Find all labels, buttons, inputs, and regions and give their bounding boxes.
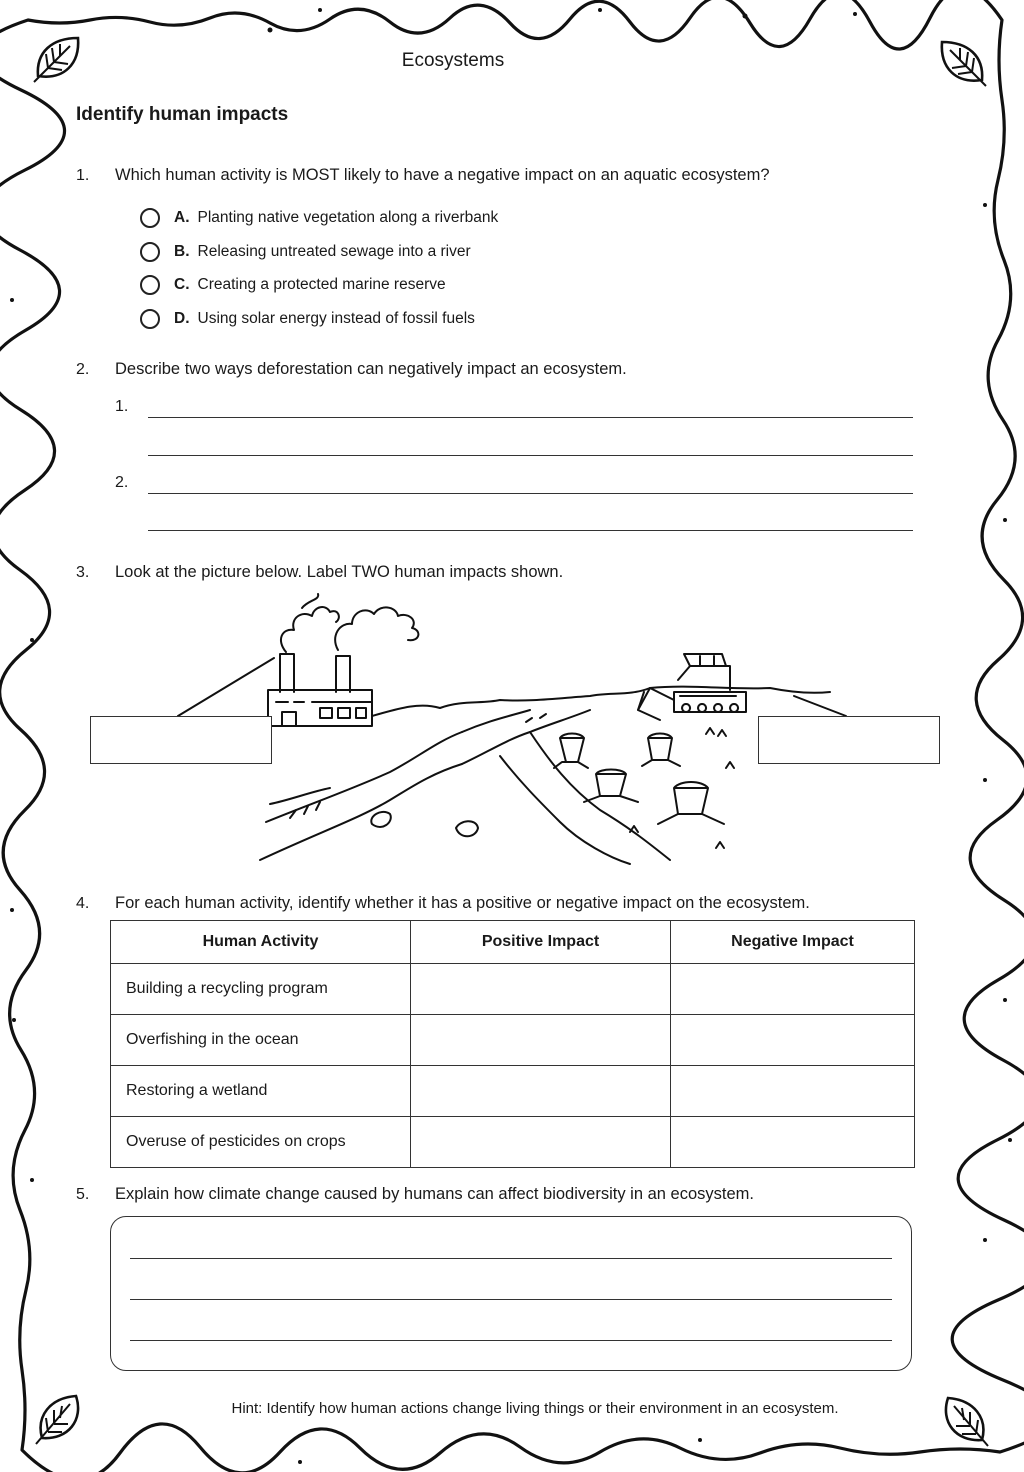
question-2-text: Describe two ways deforestation can negatively impact an ecosystem. bbox=[115, 360, 627, 378]
answer-box[interactable] bbox=[110, 1216, 912, 1371]
option-c[interactable] bbox=[140, 273, 446, 297]
option-text: Creating a protected marine reserve bbox=[197, 276, 446, 293]
question-5-number: 5. bbox=[76, 1186, 90, 1203]
answer-line[interactable] bbox=[148, 455, 913, 456]
positive-impact-cell[interactable] bbox=[411, 1015, 671, 1066]
section-heading: Identify human impacts bbox=[76, 104, 289, 125]
option-text: Using solar energy instead of fossil fuels bbox=[197, 310, 475, 327]
negative-impact-cell[interactable] bbox=[671, 1117, 915, 1168]
negative-impact-cell[interactable] bbox=[671, 1066, 915, 1117]
negative-impact-cell[interactable] bbox=[671, 964, 915, 1015]
label-box-right[interactable] bbox=[758, 716, 940, 764]
activity-cell: Building a recycling program bbox=[111, 964, 411, 1015]
radio-circle-icon[interactable] bbox=[140, 275, 160, 295]
question-4-number: 4. bbox=[76, 895, 90, 912]
option-a[interactable] bbox=[140, 206, 498, 230]
answer-line[interactable] bbox=[148, 493, 913, 494]
activity-cell: Overfishing in the ocean bbox=[111, 1015, 411, 1066]
question-1-number: 1. bbox=[76, 167, 90, 184]
option-text: Planting native vegetation along a riverbank bbox=[197, 209, 499, 226]
answer-line[interactable] bbox=[130, 1299, 892, 1300]
question-3-number: 3. bbox=[76, 564, 90, 581]
question-4-text: For each human activity, identify whether it has a positive or negative impact on the ecosystem. bbox=[115, 894, 810, 912]
column-header: Human Activity bbox=[111, 921, 411, 964]
worksheet-title: Ecosystems bbox=[401, 50, 505, 71]
leaf-icon bbox=[32, 1390, 88, 1446]
table-row bbox=[111, 1015, 915, 1066]
option-letter: B. bbox=[174, 243, 190, 260]
answer-line[interactable] bbox=[130, 1340, 892, 1341]
question-3-text: Look at the picture below. Label TWO human impacts shown. bbox=[115, 563, 564, 581]
positive-impact-cell[interactable] bbox=[411, 1117, 671, 1168]
table-row bbox=[111, 1066, 915, 1117]
answer-line[interactable] bbox=[148, 530, 913, 531]
activity-cell: Overuse of pesticides on crops bbox=[111, 1117, 411, 1168]
option-letter: C. bbox=[174, 276, 190, 293]
table-row bbox=[111, 1117, 915, 1168]
impact-table bbox=[110, 920, 915, 1168]
leaf-icon bbox=[934, 34, 990, 90]
hint-text: Hint: Identify how human actions change living things or their environment in an ecosystem. bbox=[231, 1400, 839, 1417]
answer-1-label: 1. bbox=[115, 398, 129, 415]
question-1-text: Which human activity is MOST likely to have a negative impact on an aquatic ecosystem? bbox=[115, 166, 770, 184]
option-d[interactable] bbox=[140, 307, 475, 331]
column-header: Positive Impact bbox=[411, 921, 671, 964]
label-box-left[interactable] bbox=[90, 716, 272, 764]
option-text: Releasing untreated sewage into a river bbox=[197, 243, 471, 260]
column-header: Negative Impact bbox=[671, 921, 915, 964]
option-letter: D. bbox=[174, 310, 190, 327]
radio-circle-icon[interactable] bbox=[140, 242, 160, 262]
question-5-text: Explain how climate change caused by humans can affect biodiversity in an ecosystem. bbox=[115, 1185, 754, 1203]
answer-line[interactable] bbox=[148, 417, 913, 418]
answer-2-label: 2. bbox=[115, 474, 129, 491]
positive-impact-cell[interactable] bbox=[411, 964, 671, 1015]
table-row bbox=[111, 964, 915, 1015]
table-header-row bbox=[111, 921, 915, 964]
answer-line[interactable] bbox=[130, 1258, 892, 1259]
negative-impact-cell[interactable] bbox=[671, 1015, 915, 1066]
positive-impact-cell[interactable] bbox=[411, 1066, 671, 1117]
option-b[interactable] bbox=[140, 240, 471, 264]
activity-cell: Restoring a wetland bbox=[111, 1066, 411, 1117]
radio-circle-icon[interactable] bbox=[140, 309, 160, 329]
radio-circle-icon[interactable] bbox=[140, 208, 160, 228]
option-letter: A. bbox=[174, 209, 190, 226]
question-2-number: 2. bbox=[76, 361, 90, 378]
